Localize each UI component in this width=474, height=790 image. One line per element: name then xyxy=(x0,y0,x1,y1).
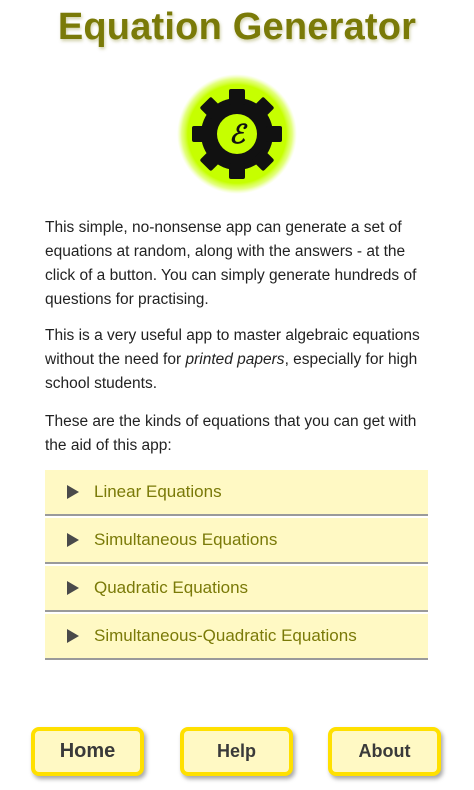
equation-item-quadratic[interactable] xyxy=(45,566,428,612)
description-paragraph-2 xyxy=(45,324,430,396)
equation-item-label: Quadratic Equations xyxy=(94,578,249,597)
logo-letter: ℰ xyxy=(229,120,245,150)
equation-item-label: Linear Equations xyxy=(94,482,222,501)
p2-text-end: , especially for high school students. xyxy=(45,351,418,392)
equation-item-label: Simultaneous Equations xyxy=(94,530,278,549)
description-paragraph-1: This simple, no-nonsense app can generate a set of equations at random, along with the answers - at the click of a button. You can simply generate hundreds of questions for practising. xyxy=(45,219,417,308)
p2-text-start: This is a very useful app to master algebraic equations without the need for xyxy=(45,327,420,368)
equation-item-simultaneous-quadratic[interactable] xyxy=(45,614,428,660)
play-arrow-icon xyxy=(67,581,79,595)
help-button[interactable]: Help xyxy=(180,727,293,776)
play-arrow-icon xyxy=(67,629,79,643)
play-arrow-icon xyxy=(67,533,79,547)
app-logo xyxy=(177,74,297,194)
equation-type-list xyxy=(45,470,428,662)
p2-text-italic: printed papers xyxy=(185,351,285,368)
about-button[interactable]: About xyxy=(328,727,441,776)
home-button[interactable]: Home xyxy=(31,727,144,776)
equation-item-simultaneous[interactable] xyxy=(45,518,428,564)
equation-item-linear[interactable] xyxy=(45,470,428,516)
equation-item-label: Simultaneous-Quadratic Equations xyxy=(94,626,357,645)
description-paragraph-3: These are the kinds of equations that you can get with the aid of this app: xyxy=(45,413,417,454)
app-title: Equation Generator xyxy=(57,6,417,48)
play-arrow-icon xyxy=(67,485,79,499)
